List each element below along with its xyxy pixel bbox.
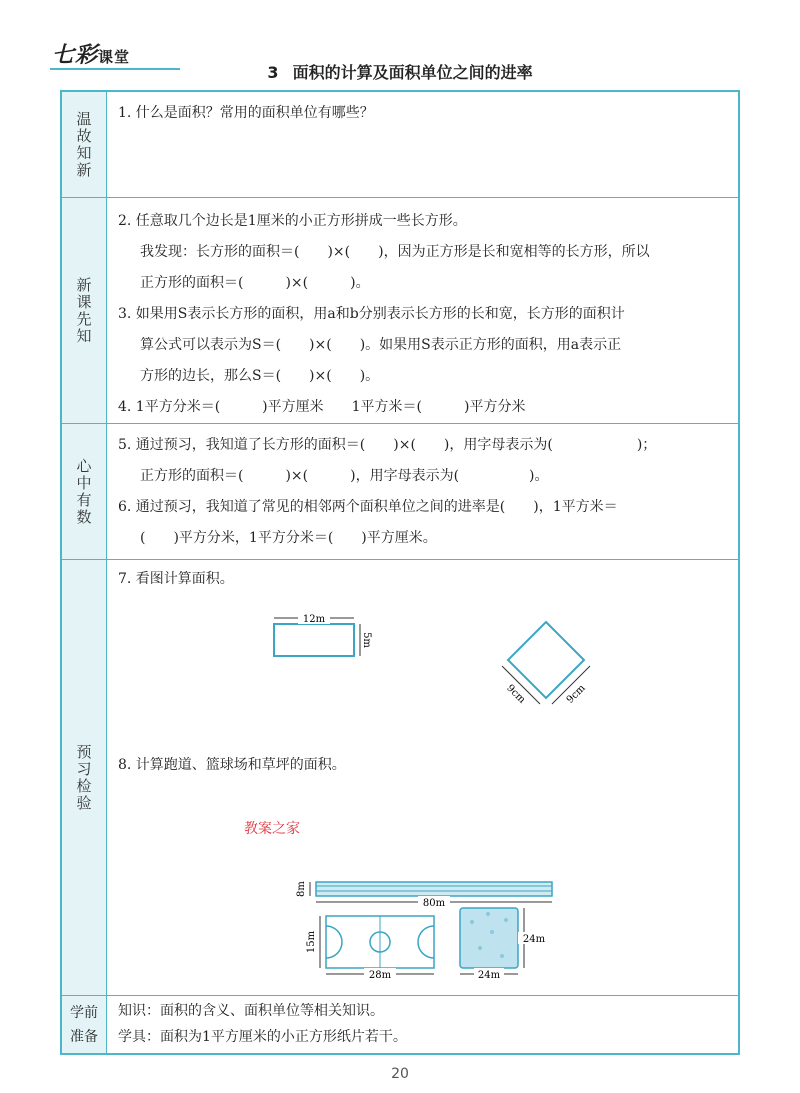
section-label xyxy=(62,996,107,1053)
fig8-track-height-label: 8m xyxy=(296,881,307,897)
fig8-lawn-width-label: 24m xyxy=(477,970,501,981)
fig7-side-b-label: 9cm xyxy=(564,682,588,706)
section-label: 预习检验 xyxy=(62,560,107,995)
section-content xyxy=(118,430,728,554)
fig7-width-label: 12m xyxy=(302,614,326,625)
section-before-class xyxy=(62,996,738,1053)
fig7-height-label: 5m xyxy=(361,632,372,648)
question-5-line2: 正方形的面积＝( )×( )，用字母表示为( )。 xyxy=(140,468,549,484)
figure-7-square xyxy=(502,622,590,706)
label-line-1: 学前 xyxy=(70,1004,98,1021)
section-label: 新课先知 xyxy=(62,198,107,423)
question-3-line2: 算公式可以表示为S＝( )×( )。如果用S表示正方形的面积，用a表示正 xyxy=(140,337,622,353)
fig8-track-width-label: 80m xyxy=(422,898,446,909)
figure-7-rectangle xyxy=(274,612,372,656)
section-label: 温故知新 xyxy=(62,92,107,197)
label-line-2: 准备 xyxy=(70,1028,98,1045)
section-content xyxy=(118,206,728,423)
fig8-court-height-label: 15m xyxy=(306,930,317,954)
section-title: 面积的计算及面积单位之间的进率 xyxy=(292,63,533,82)
section-review xyxy=(62,92,738,198)
fig8-lawn-height-label: 24m xyxy=(522,934,546,945)
section-in-mind xyxy=(62,424,738,560)
question-2-line2: 我发现：长方形的面积＝( )×( )，因为正方形是长和宽相等的长方形，所以 xyxy=(140,244,650,260)
tools-text: 学具：面积为1平方厘米的小正方形纸片若干。 xyxy=(118,1029,407,1045)
page-title xyxy=(0,60,800,83)
brand-main: 七彩 xyxy=(52,43,99,68)
figure-8-court xyxy=(306,916,434,981)
knowledge-text: 知识：面积的含义、面积单位等相关知识。 xyxy=(118,1003,384,1019)
question-8: 8. 计算跑道、篮球场和草坪的面积。 xyxy=(118,757,346,773)
page-number: 20 xyxy=(391,1066,409,1082)
brand-sub: 课堂 xyxy=(98,48,131,66)
section-label: 心中有数 xyxy=(62,424,107,559)
question-6-line1: 6. 通过预习，我知道了常见的相邻两个面积单位之间的进率是( )，1平方米＝ xyxy=(118,499,618,515)
question-3-line1: 3. 如果用S表示长方形的面积，用a和b分别表示长方形的长和宽，长方形的面积计 xyxy=(118,306,625,322)
question-1: 1. 什么是面积？常用的面积单位有哪些？ xyxy=(118,105,374,121)
section-content xyxy=(118,98,728,129)
watermark: 教案之家 xyxy=(244,821,300,837)
section-preview xyxy=(62,560,738,996)
figure-8-lawn xyxy=(460,908,548,981)
question-3-line3: 方形的边长，那么S＝( )×( )。 xyxy=(140,368,380,384)
question-5-line1: 5. 通过预习，我知道了长方形的面积＝( )×( )，用字母表示为( )； xyxy=(118,437,657,453)
section-content xyxy=(118,998,728,1050)
section-number: 3 xyxy=(267,63,279,82)
question-7: 7. 看图计算面积。 xyxy=(118,571,234,587)
fig8-court-width-label: 28m xyxy=(368,970,392,981)
section-new-lesson xyxy=(62,198,738,424)
figures-svg xyxy=(62,560,738,996)
fig7-side-a-label: 9cm xyxy=(504,682,528,706)
question-2-line1: 2. 任意取几个边长是1厘米的小正方形拼成一些长方形。 xyxy=(118,213,467,229)
question-4: 4. 1平方分米＝( )平方厘米 1平方米＝( )平方分米 xyxy=(118,399,526,415)
question-2-line3: 正方形的面积＝( )×( )。 xyxy=(140,275,370,291)
worksheet-frame xyxy=(60,90,740,1055)
question-6-line2: ( )平方分米，1平方分米＝( )平方厘米。 xyxy=(140,530,437,546)
figure-8-track xyxy=(296,881,552,909)
